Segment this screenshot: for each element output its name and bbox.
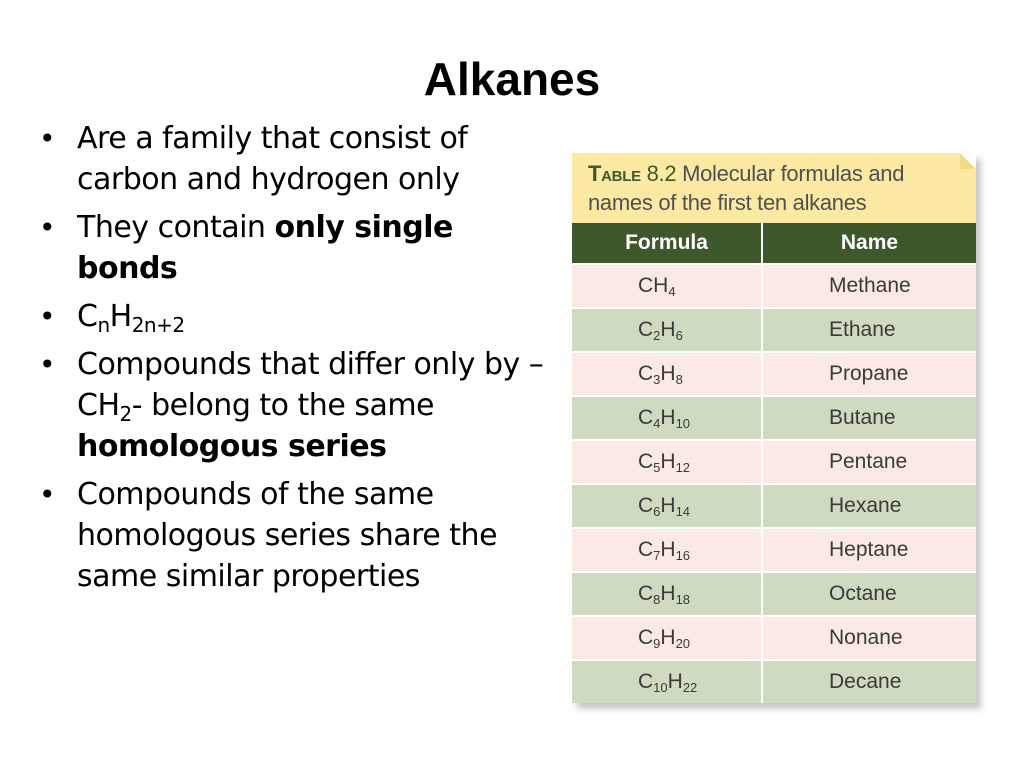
bullet-dot-icon: • [39, 122, 56, 155]
folded-corner-icon [960, 153, 976, 169]
text-run: C [638, 362, 654, 385]
bullet-dot-icon: • [39, 211, 56, 244]
table-row [572, 660, 976, 703]
alkanes-table [572, 223, 976, 703]
text-run: Are a family that consist of carbon and hydrogen only [77, 121, 468, 197]
subscript: 5 [653, 460, 661, 475]
bullet-dot-icon: • [39, 478, 56, 511]
text-run: H [660, 450, 676, 473]
text-run: H [660, 582, 676, 605]
text-run: C [638, 626, 654, 649]
subscript: 16 [675, 548, 691, 563]
subscript: 2n+2 [131, 313, 185, 337]
bullet-text [77, 299, 185, 337]
formula-cell [572, 572, 762, 616]
bold-text: only single bonds [77, 210, 453, 286]
subscript: 6 [675, 328, 683, 343]
formula-cell [572, 352, 762, 396]
text-run: They contain [77, 210, 275, 245]
subscript: 22 [682, 680, 698, 695]
bullet-text [77, 121, 467, 197]
subscript: n [97, 313, 110, 337]
table-row [572, 396, 976, 440]
subscript: 2 [119, 402, 132, 426]
subscript: 20 [675, 636, 691, 651]
subscript: 14 [675, 504, 691, 519]
table-header-row [572, 223, 976, 264]
subscript: 10 [675, 416, 691, 431]
name-cell: Octane [762, 572, 976, 616]
text-run: Compounds of the same homologous series share the same similar properties [77, 477, 498, 594]
text-run: C [638, 450, 654, 473]
name-cell: Hexane [762, 484, 976, 528]
text-run: C [638, 406, 654, 429]
subscript: 10 [653, 680, 668, 695]
name-cell: Heptane [762, 528, 976, 572]
subscript: 7 [653, 548, 661, 563]
bullet-item [36, 474, 546, 597]
formula-cell [572, 528, 762, 572]
text-run: H [109, 299, 132, 334]
text-run: H [660, 494, 676, 517]
table-row [572, 528, 976, 572]
bullet-text [77, 347, 543, 464]
name-cell: Propane [762, 352, 976, 396]
subscript: 4 [653, 416, 661, 431]
text-run: C [638, 538, 654, 561]
table-row [572, 352, 976, 396]
text-run: Compounds that differ only by –CH [77, 347, 544, 423]
subscript: 8 [653, 592, 661, 607]
formula-cell [572, 396, 762, 440]
formula-cell [572, 484, 762, 528]
table-caption-text: Molecular formulas and names of the first ten alkanes [588, 161, 905, 215]
table-row [572, 264, 976, 308]
name-cell: Ethane [762, 308, 976, 352]
subscript: 6 [653, 504, 661, 519]
text-run: H [660, 318, 676, 341]
table-row [572, 616, 976, 660]
table-body [572, 264, 976, 703]
name-cell: Decane [762, 660, 976, 703]
alkanes-table-figure [572, 153, 976, 703]
bullet-dot-icon: • [39, 300, 56, 333]
text-run: H [667, 670, 683, 693]
formula-cell [572, 264, 762, 308]
subscript: 18 [675, 592, 691, 607]
text-run: C [638, 318, 654, 341]
name-cell: Pentane [762, 440, 976, 484]
formula-cell [572, 440, 762, 484]
slide-title: Alkanes [423, 53, 601, 105]
formula-cell [572, 308, 762, 352]
text-run: H [660, 626, 676, 649]
table-label: Table [588, 161, 641, 186]
text-run: H [660, 406, 676, 429]
table-row [572, 440, 976, 484]
text-run: C [638, 582, 654, 605]
subscript: 4 [668, 284, 676, 299]
text-run: C [77, 299, 98, 334]
bullet-text [77, 477, 497, 594]
column-header-formula: Formula [572, 223, 762, 264]
formula-cell [572, 616, 762, 660]
column-header-name: Name [762, 223, 976, 264]
text-run: H [660, 538, 676, 561]
text-run: CH [638, 274, 669, 297]
subscript: 12 [675, 460, 691, 475]
table-number: 8.2 [646, 161, 677, 186]
bullet-item [36, 118, 546, 200]
table-row [572, 484, 976, 528]
subscript: 2 [653, 328, 661, 343]
text-run: C [638, 494, 654, 517]
subscript: 8 [675, 372, 683, 387]
table-row [572, 572, 976, 616]
name-cell: Butane [762, 396, 976, 440]
bullet-text [77, 210, 453, 286]
subscript: 9 [653, 636, 661, 651]
bullet-item [36, 296, 546, 337]
bullet-item [36, 344, 546, 467]
formula-cell [572, 660, 762, 703]
bullet-list [36, 118, 546, 604]
text-run: C [638, 670, 654, 693]
text-run: - belong to the same [131, 388, 435, 423]
table-row [572, 308, 976, 352]
bullet-dot-icon: • [39, 348, 56, 381]
name-cell: Methane [762, 264, 976, 308]
subscript: 3 [653, 372, 661, 387]
bullet-item [36, 207, 546, 289]
name-cell: Nonane [762, 616, 976, 660]
text-run: H [660, 362, 676, 385]
table-caption [572, 153, 976, 223]
bold-text: homologous series [77, 429, 387, 464]
